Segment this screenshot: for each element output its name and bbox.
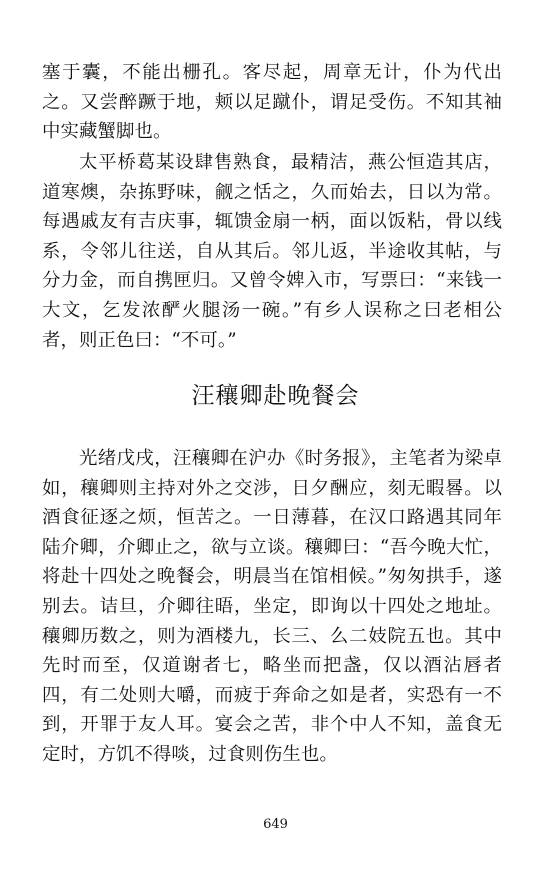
paragraph-continued: 塞于囊，不能出栅孔。客尽起，周章无计，仆为代出之。又尝醉蹶于地，颊以足蹴仆，谓足受伤。不知其袖中实藏蟹脚也。 — [42, 62, 502, 143]
page-number: 649 — [263, 817, 288, 832]
section-title: 汪穰卿赴晚餐会 — [191, 383, 360, 409]
paragraph-taipingqiao: 太平桥葛某设肆售熟食，最精洁，燕公恒造其店，道寒燠，杂拣野味，觎之恬之，久而始去，日以为常。每遇戚友有吉庆事，辄馈金扇一柄，面以饭粘，骨以线系，令邻儿往送，自从其后。邻儿返，半途收其帖，与分力金，而自携匣归。又曾令婢入市，写票曰：“来钱一大文，乞发浓酽火腿汤一碗。”有乡人误称之曰老相公者，则正色曰：“不可。” — [42, 152, 502, 351]
paragraph-wang-rangqing: 光绪戊戌，汪穰卿在沪办《时务报》，主笔者为梁卓如，穰卿则主持对外之交涉，日夕酬应，刻无暇晷。以酒食征逐之烦，恒苦之。一日薄暮，在汉口路遇其同年陆介卿，介卿止之，欲与立谈。穰卿曰：“吾今晚大忙，将赴十四处之晚餐会，明晨当在馆相候。”匆匆拱手，遂别去。诘旦，介卿往晤，坐定，即询以十四处之地址。穰卿历数之，则为酒楼九，长三、么二妓院五也。其中先时而至，仅道谢者七，略坐而把盏，仅以酒沾唇者四，有二处则大嚼，而疲于奔命之如是者，实恐有一不到，开罪于友人耳。宴会之苦，非个中人不知，盖食无定时，方饥不得啖，过食则伤生也。 — [42, 448, 502, 765]
